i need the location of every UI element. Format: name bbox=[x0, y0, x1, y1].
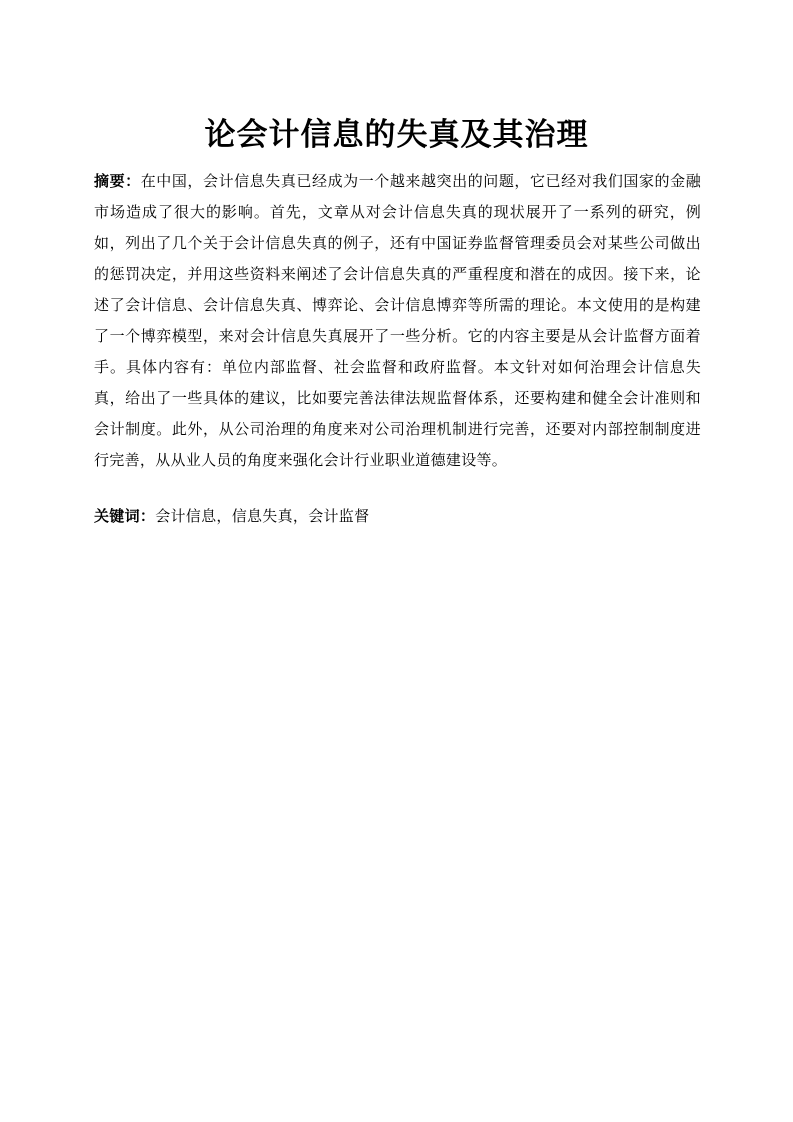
keywords-paragraph bbox=[94, 501, 701, 532]
abstract-label: 摘要： bbox=[94, 172, 141, 190]
document-title: 论会计信息的失真及其治理 bbox=[204, 117, 589, 153]
keywords-label: 关键词： bbox=[94, 507, 156, 525]
keywords-text: 会计信息，信息失真，会计监督 bbox=[155, 507, 370, 525]
abstract-paragraph bbox=[94, 166, 701, 476]
abstract-text: 在中国，会计信息失真已经成为一个越来越突出的问题，它已经对我们国家的金融市场造成了很大的影响。首先，文章从对会计信息失真的现状展开了一系列的研究，例如，列出了几个关于会计信息失真的例子，还有中国证券监督管理委员会对某些公司做出的惩罚决定，并用这些资料来阐述了会计信息失真的严重程度和潜在的成因。接下来，论述了会计信息、会计信息失真、博弈论、会计信息博弈等所需的理论。本文使用的是构建了一个博弈模型，来对会计信息失真展开了一些分析。它的内容主要是从会计监督方面着手。具体内容有：单位内部监督、社会监督和政府监督。本文针对如何治理会计信息失真，给出了一些具体的建议，比如要完善法律法规监督体系，还要构建和健全会计准则和会计制度。此外，从公司治理的角度来对公司治理机制进行完善，还要对内部控制制度进行完善，从从业人员的角度来强化会计行业职业道德建设等。 bbox=[94, 172, 701, 469]
